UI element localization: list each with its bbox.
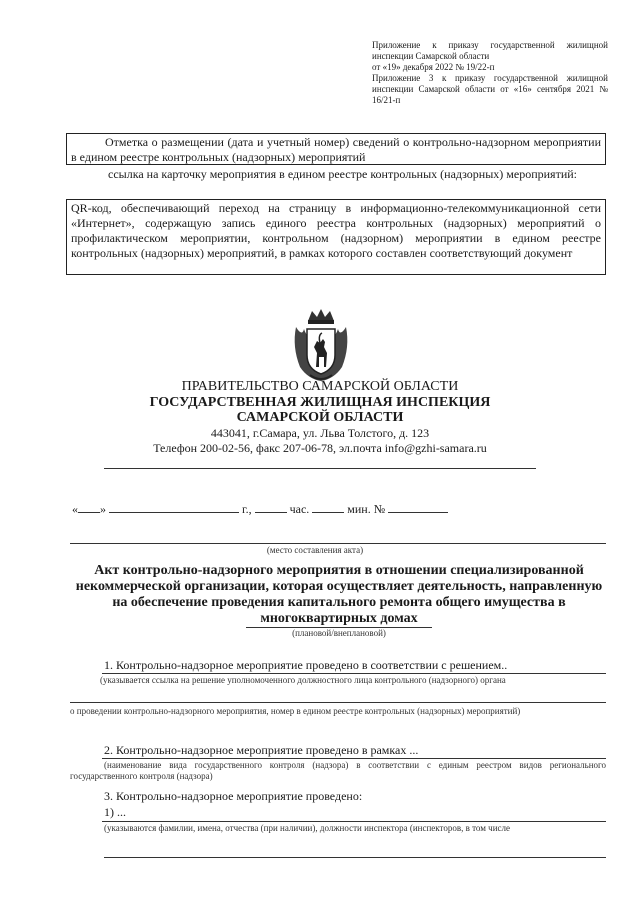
date-time-line xyxy=(72,502,512,517)
qr-code-text: QR-код, обеспечивающий переход на страницу в информационно-телекоммуникационной сети «Интернет», содержащую запись единого реестра контрольных (надзорных) мероприятий о профилактическом мероприятии, контрольном (надзорном) мероприятии в едином реестре контрольных (надзорных) мероприятий, в рамках которого составлен соответствующий документ xyxy=(71,201,601,260)
header-divider xyxy=(104,468,536,469)
place-line[interactable] xyxy=(70,543,606,544)
appendix-line-1: Приложение к приказу государственной жилищной инспекции Самарской области xyxy=(372,40,608,61)
place-caption: (место составления акта) xyxy=(266,545,364,555)
inspection-title-1: ГОСУДАРСТВЕННАЯ ЖИЛИЩНАЯ ИНСПЕКЦИЯ xyxy=(149,395,491,410)
item-3-sub: 1) ... xyxy=(104,805,126,819)
hour-blank[interactable] xyxy=(255,502,287,513)
item-1-line[interactable] xyxy=(102,673,606,674)
year-label: г., xyxy=(242,502,252,516)
number-blank[interactable] xyxy=(388,502,448,513)
registry-note-text: Отметка о размещении (дата и учетный номер) сведений о контрольно-надзорном мероприятии в едином реестре контрольных (надзорных) мероприятий xyxy=(71,135,601,164)
item-3-line[interactable] xyxy=(102,821,606,822)
day-blank[interactable] xyxy=(78,502,100,513)
item-1-line-2[interactable] xyxy=(70,702,606,703)
inspection-address: 443041, г.Самара, ул. Льва Толстого, д. 123 xyxy=(210,426,430,440)
minute-blank[interactable] xyxy=(312,502,344,513)
quote-close: » xyxy=(100,502,106,516)
hour-label: час. xyxy=(289,502,310,516)
item-2-caption: (наименование вида государственного контроля (надзора) в соответствии с единым реестром видов регионального государственного контроля (надзора) xyxy=(70,760,606,781)
item-1-caption: (указывается ссылка на решение уполномоченного должностного лица контрольного (надзорного) органа xyxy=(100,675,506,685)
item-1-caption-2: о проведении контрольно-надзорного мероприятия, номер в едином реестре контрольных (надзорных) мероприятий) xyxy=(70,706,521,716)
item-2-text: 2. Контрольно-надзорное мероприятие проведено в рамках ... xyxy=(104,743,419,757)
item-1-text: 1. Контрольно-надзорное мероприятие проведено в соответствии с решением.. xyxy=(104,658,508,672)
inspection-title-2: САМАРСКОЙ ОБЛАСТИ xyxy=(236,410,404,425)
appendix-block xyxy=(372,40,608,106)
minute-label: мин. xyxy=(347,502,371,516)
registry-link-text: ссылка на карточку мероприятия в едином реестре контрольных (надзорных) мероприятий: xyxy=(108,167,577,181)
quote-open: « xyxy=(72,502,78,516)
inspection-contacts: Телефон 200-02-56, факс 207-06-78, эл.почта info@gzhi-samara.ru xyxy=(153,441,487,455)
item-3-line-2[interactable] xyxy=(104,857,606,858)
appendix-line-2: от «19» декабря 2022 № 19/22-п xyxy=(372,62,495,72)
item-2-line[interactable] xyxy=(102,758,606,759)
month-year-blank[interactable] xyxy=(109,502,239,513)
qr-code-box xyxy=(66,199,606,275)
government-title: ПРАВИТЕЛЬСТВО САМАРСКОЙ ОБЛАСТИ xyxy=(181,379,459,394)
item-3-text: 3. Контрольно-надзорное мероприятие проведено: xyxy=(104,789,363,803)
coat-of-arms-emblem xyxy=(290,307,352,383)
plan-type-caption: (плановой/внеплановой) xyxy=(292,628,386,638)
act-title: Акт контрольно-надзорного мероприятия в отношении специализированной некоммерческой организации, которая осуществляет деятельность, направленную на обеспечение проведения капитального ремонта общего имущества в многоквартирных домах xyxy=(75,563,603,626)
registry-note-box xyxy=(66,133,606,165)
number-label: № xyxy=(373,502,386,516)
item-3-caption: (указываются фамилии, имена, отчества (при наличии), должности инспектора (инспекторов, в том числе xyxy=(104,823,510,833)
appendix-line-3: Приложение 3 к приказу государственной жилищной инспекции Самарской области от «16» сентября 2021 № 16/21-п xyxy=(372,73,608,105)
